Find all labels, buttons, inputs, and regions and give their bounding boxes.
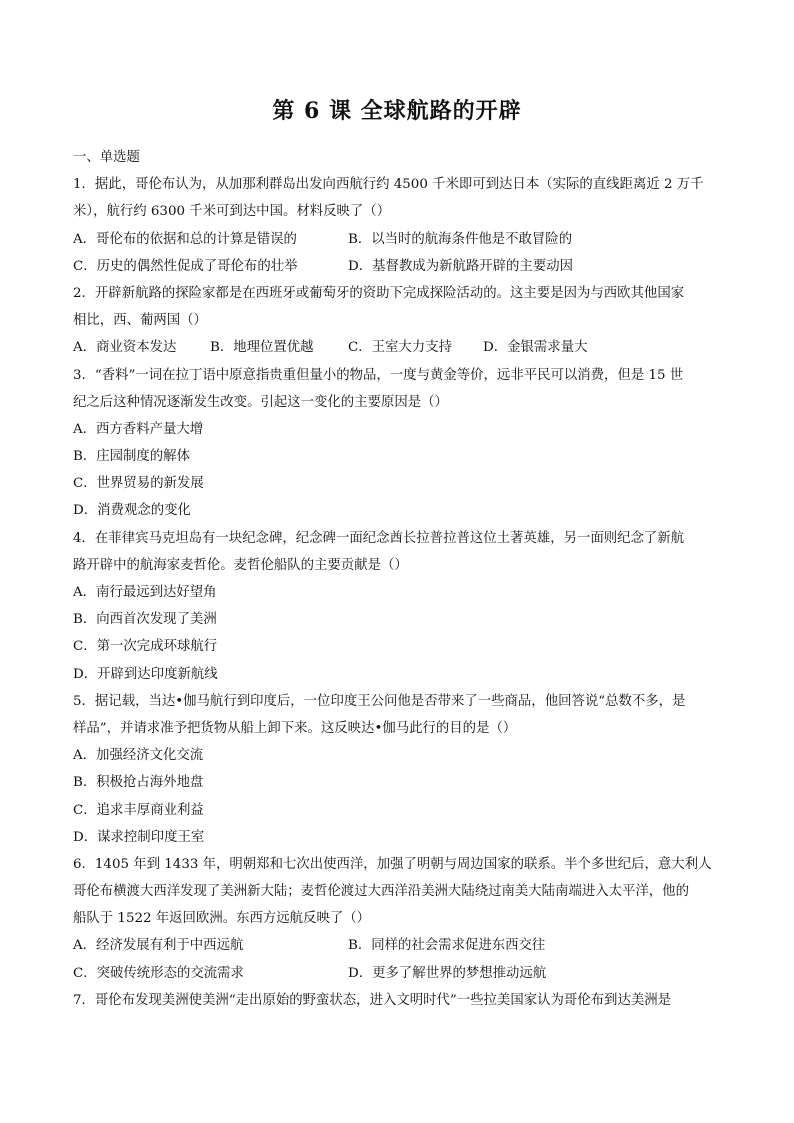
question-3-text: 3．“香料”一词在拉丁语中原意指贵重但量小的物品，一度与黄金等价，远非平民可以消费，但是 15 世 [73, 367, 684, 383]
question-1-text: 1．据此，哥伦布认为，从加那利群岛出发向西航行约 4500 千米即可到达日本（实际的直线距离近 2 万千 [73, 177, 704, 193]
option-a: A．经济发展有利于中西远航 [73, 938, 244, 954]
option-a: A．南行最远到达好望角 [73, 585, 217, 600]
question-6-options [73, 932, 723, 959]
question-2-text: 相比，西、葡两国（） [73, 313, 207, 329]
section-heading: 一、单选题 [73, 150, 140, 165]
question-7-text: 7．哥伦布发现美洲使美洲“走出原始的野蛮状态，进入文明时代”一些拉美国家认为哥伦布到达美洲是 [73, 992, 672, 1008]
option-c: C．世界贸易的新发展 [73, 476, 204, 492]
option-b: B．以当时的航海条件他是不敢冒险的 [348, 231, 573, 247]
question-1-text: 米），航行约 6300 千米可到达中国。材料反映了（） [73, 204, 391, 220]
option-b: B．向西首次发现了美洲 [73, 612, 217, 628]
option-b: B．同样的社会需求促进东西交往 [348, 938, 546, 954]
option-c: C．王室大力支持 [348, 340, 452, 356]
option-a: A．商业资本发达 [73, 340, 177, 356]
question-6-text: 船队于 1522 年返回欧洲。东西方远航反映了（） [73, 911, 371, 927]
question-1-options [73, 226, 723, 253]
option-d: D．金银需求量大 [483, 340, 588, 356]
option-b: B．庄园制度的解体 [73, 449, 190, 465]
option-c: C．追求丰厚商业利益 [73, 802, 204, 818]
question-2-text: 2．开辟新航路的探险家都是在西班牙或葡萄牙的资助下完成探险活动的。这主要是因为与西欧其他国家 [73, 285, 685, 301]
question-6-options [73, 960, 723, 987]
option-c: C．第一次完成环球航行 [73, 639, 218, 655]
question-4-text: 4．在菲律宾马克坦岛有一块纪念碑，纪念碑一面纪念酋长拉普拉普这位土著英雄，另一面则纪念了新航 [73, 530, 685, 546]
option-d: D．谋求控制印度王室 [73, 829, 205, 845]
page-title: 第 6 课 全球航路的开辟 [272, 98, 522, 124]
question-6-text: 6．1405 年到 1433 年，明朝郑和七次出使西洋，加强了明朝与周边国家的联系。半个多世纪后，意大利人 [73, 856, 712, 872]
question-1-options [73, 253, 723, 280]
option-b: B．地理位置优越 [210, 340, 314, 356]
question-5-text: 样品”，并请求准予把货物从船上卸下来。这反映达•伽马此行的目的是（） [73, 720, 517, 736]
option-d: D．消费观念的变化 [73, 503, 191, 519]
question-2-options [73, 334, 723, 361]
option-c: C．历史的偶然性促成了哥伦布的壮举 [73, 258, 298, 274]
question-4-text: 路开辟中的航海家麦哲伦。麦哲伦船队的主要贡献是（） [73, 557, 408, 573]
question-3-text: 纪之后这种情况逐渐发生改变。引起这一变化的主要原因是（） [73, 394, 448, 410]
question-5-text: 5．据记载，当达•伽马航行到印度后，一位印度王公问他是否带来了一些商品，他回答说“总数不多，是 [73, 693, 686, 709]
option-a: A．哥伦布的依据和总的计算是错误的 [73, 231, 297, 247]
option-d: D．开辟到达印度新航线 [73, 666, 218, 682]
option-d: D．基督教成为新航路开辟的主要动因 [348, 258, 573, 274]
option-c: C．突破传统形态的交流需求 [73, 965, 244, 981]
option-b: B．积极抢占海外地盘 [73, 775, 204, 791]
question-6-text: 哥伦布横渡大西洋发现了美洲新大陆；麦哲伦渡过大西洋沿美洲大陆绕过南美大陆南端进入太平洋，他的 [73, 884, 689, 900]
option-d: D．更多了解世界的梦想推动远航 [348, 965, 547, 981]
option-a: A．加强经济文化交流 [73, 748, 204, 764]
option-a: A．西方香料产量大增 [73, 421, 204, 437]
question-list [73, 144, 723, 1014]
